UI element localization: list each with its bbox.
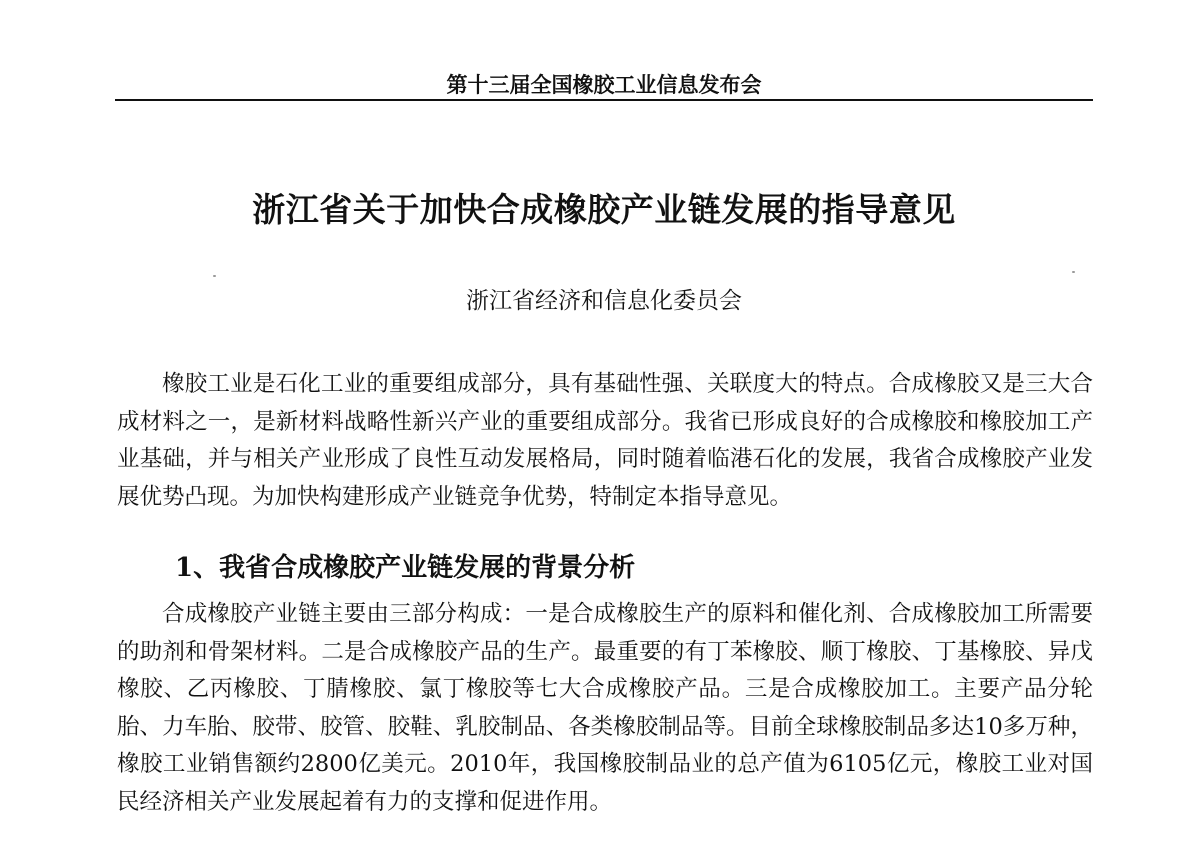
scan-speck bbox=[1072, 271, 1075, 273]
scan-speck bbox=[213, 275, 216, 277]
body-paragraph: 合成橡胶产业链主要由三部分构成：一是合成橡胶生产的原料和催化剂、合成橡胶加工所需要的助剂和骨架材料。二是合成橡胶产品的生产。最重要的有丁苯橡胶、顺丁橡胶、丁基橡胶、异戊橡胶、乙丙橡胶、丁腈橡胶、氯丁橡胶等七大合成橡胶产品。三是合成橡胶加工。主要产品分轮胎、力车胎、胶带、胶管、胶鞋、乳胶制品、各类橡胶制品等。目前全球橡胶制品多达10多万种，橡胶工业销售额约2800亿美元。2010年，我国橡胶制品业的总产值为6105亿元，橡胶工业对国民经济相关产业发展起着有力的支撑和促进作用。 bbox=[117, 601, 1093, 815]
document-title: 浙江省关于加快合成橡胶产业链发展的指导意见 bbox=[252, 190, 956, 229]
header-rule bbox=[115, 99, 1093, 101]
document-author: 浙江省经济和信息化委员会 bbox=[466, 288, 742, 314]
section-heading: 1、我省合成橡胶产业链发展的背景分析 bbox=[175, 553, 636, 583]
running-header: 第十三届全国橡胶工业信息发布会 bbox=[446, 72, 762, 97]
intro-paragraph: 橡胶工业是石化工业的重要组成部分，具有基础性强、关联度大的特点。合成橡胶又是三大合成材料之一，是新材料战略性新兴产业的重要组成部分。我省已形成良好的合成橡胶和橡胶加工产业基础，并与相关产业形成了良性互动发展格局，同时随着临港石化的发展，我省合成橡胶产业发展优势凸现。为加快构建形成产业链竞争优势，特制定本指导意见。 bbox=[117, 371, 1093, 510]
